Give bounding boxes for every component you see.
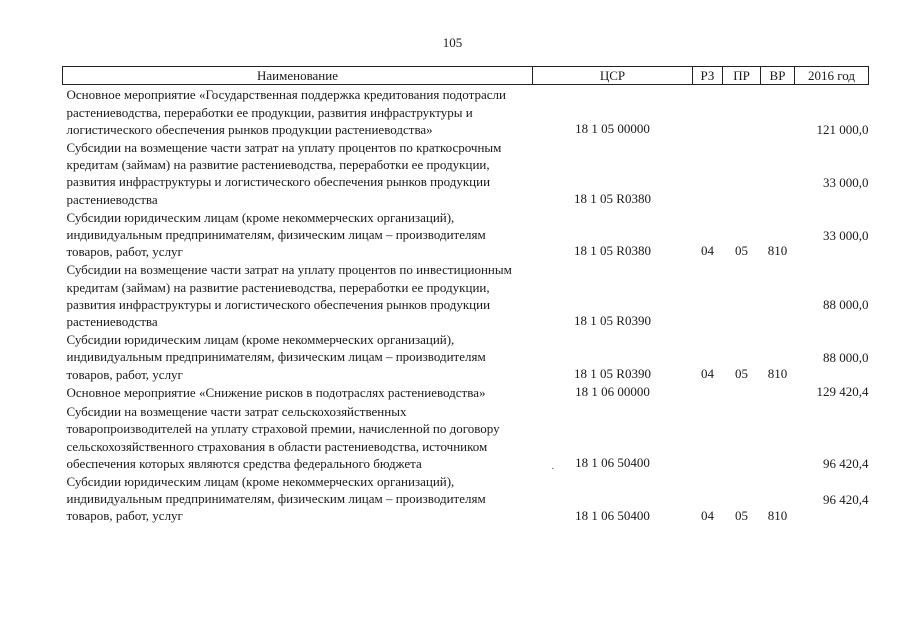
row-amount: 129 420,4 bbox=[816, 383, 869, 399]
row-amount: 121 000,0 bbox=[816, 122, 869, 137]
table-row bbox=[63, 260, 869, 330]
row-amount: 33 000,0 bbox=[823, 175, 869, 190]
table-row bbox=[63, 85, 869, 139]
row-csr: 18 1 05 R0390 bbox=[574, 365, 651, 381]
row-name: Субсидии на возмещение части затрат на уплату процентов по инвестиционным кредитам (займам) на развитие растениеводства, переработки ее продукции, развития инфраструктуры и логистического обеспечения рынков продукции растениеводства bbox=[66, 262, 512, 330]
row-vr bbox=[761, 138, 795, 208]
row-amount: 33 000,0 bbox=[823, 227, 869, 243]
row-csr: 18 1 05 R0390 bbox=[574, 313, 651, 329]
table-row bbox=[63, 330, 869, 383]
row-rz bbox=[693, 85, 723, 139]
header-year: 2016 год bbox=[795, 67, 869, 85]
row-vr bbox=[761, 401, 795, 472]
header-csr: ЦСР bbox=[533, 67, 693, 85]
row-vr: 810 bbox=[767, 365, 788, 381]
row-vr bbox=[761, 85, 795, 139]
table-row bbox=[63, 401, 869, 472]
table-row bbox=[63, 472, 869, 525]
row-pr bbox=[723, 383, 761, 401]
row-csr: 18 1 05 R0380 bbox=[574, 243, 651, 259]
row-name: Основное мероприятие «Государственная поддержка кредитования подотрасли растениеводства, переработки ее продукции, развития инфраструктуры и логистического обеспечения рынков продукции растениеводства» bbox=[66, 87, 506, 137]
row-amount: 96 420,4 bbox=[823, 492, 869, 508]
row-csr: 18 1 06 50400 bbox=[575, 507, 650, 523]
row-name: Субсидии юридическим лицам (кроме некоммерческих организаций), индивидуальным предпринимателям, физическим лицам – производителям товаров, работ, услуг bbox=[66, 209, 486, 260]
table-row bbox=[63, 138, 869, 208]
row-rz: 04 bbox=[701, 507, 714, 523]
header-rz: РЗ bbox=[693, 67, 723, 85]
row-rz: 04 bbox=[701, 243, 714, 259]
row-pr bbox=[723, 85, 761, 139]
row-name: Субсидии юридическим лицам (кроме некоммерческих организаций), индивидуальным предпринимателям, физическим лицам – производителям товаров, работ, услуг bbox=[66, 474, 486, 524]
row-name: Субсидии юридическим лицам (кроме некоммерческих организаций), индивидуальным предпринимателям, физическим лицам – производителям товаров, работ, услуг bbox=[66, 332, 486, 382]
row-csr: 18 1 05 00000 bbox=[575, 121, 650, 136]
row-rz bbox=[693, 260, 723, 330]
row-vr: 810 bbox=[767, 243, 788, 259]
row-amount: 96 420,4 bbox=[823, 456, 869, 472]
row-amount: 88 000,0 bbox=[823, 297, 869, 313]
row-pr bbox=[723, 401, 761, 472]
row-vr bbox=[761, 383, 795, 401]
table-row bbox=[63, 383, 869, 401]
budget-table bbox=[62, 66, 869, 525]
row-rz bbox=[693, 138, 723, 208]
row-vr bbox=[761, 260, 795, 330]
row-rz bbox=[693, 401, 723, 472]
row-pr: 05 bbox=[735, 365, 748, 381]
scan-speck: · bbox=[551, 463, 555, 475]
row-pr: 05 bbox=[735, 507, 748, 523]
row-csr: 18 1 05 R0380 bbox=[574, 190, 651, 206]
row-name: Субсидии на возмещение части затрат на уплату процентов по краткосрочным кредитам (займам) на развитие растениеводства, переработки ее продукции, развития инфраструктуры и логистического обеспечения рынков продукции растениеводства bbox=[66, 140, 502, 207]
header-name: Наименование bbox=[63, 67, 533, 85]
row-pr bbox=[723, 138, 761, 208]
header-vr: ВР bbox=[761, 67, 795, 85]
table-row bbox=[63, 208, 869, 261]
row-csr: 18 1 06 00000 bbox=[575, 384, 650, 400]
row-name: Основное мероприятие «Снижение рисков в подотраслях растениеводства» bbox=[66, 384, 486, 400]
header-pr: ПР bbox=[723, 67, 761, 85]
row-name: Субсидии на возмещение части затрат сельскохозяйственных товаропроизводителей на уплату страховой премии, начисленной по договору сельскохозяйственного страхования в области растениеводства, источником обеспечения которых являются средства федерального бюджета bbox=[66, 404, 500, 471]
row-vr: 810 bbox=[767, 507, 788, 523]
row-pr bbox=[723, 260, 761, 330]
row-csr: 18 1 06 50400 bbox=[575, 455, 650, 471]
row-rz bbox=[693, 383, 723, 401]
page-number: 105 bbox=[442, 35, 463, 50]
table-header bbox=[63, 67, 869, 85]
row-amount: 88 000,0 bbox=[823, 350, 869, 366]
row-pr: 05 bbox=[735, 243, 748, 259]
row-rz: 04 bbox=[701, 365, 714, 381]
